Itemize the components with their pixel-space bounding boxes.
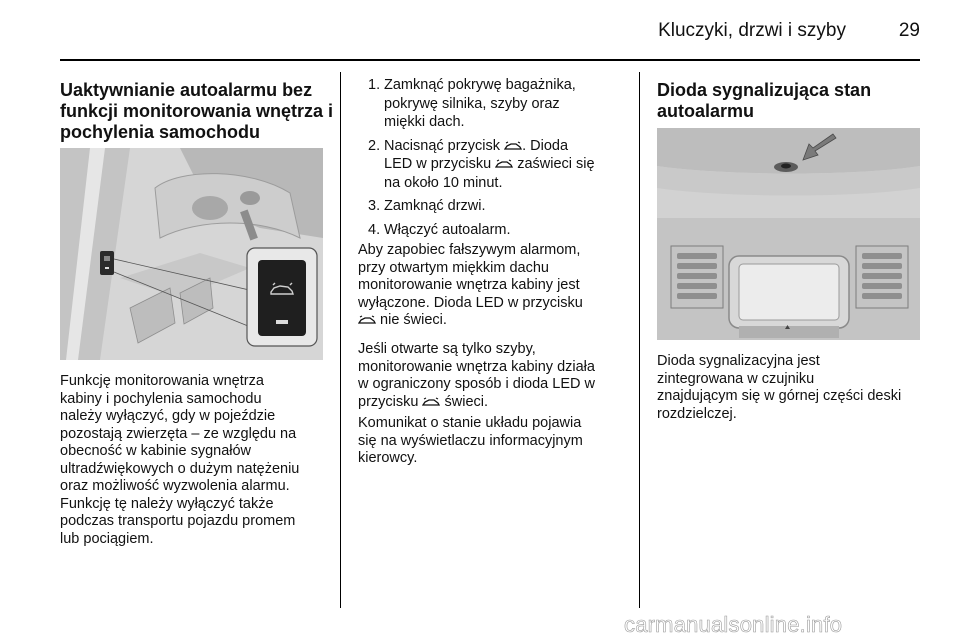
steps-list (358, 76, 628, 244)
header-rule (60, 59, 920, 61)
step-4 (358, 221, 628, 240)
col2-para3-text: Komunikat o stanie układu pojawia się na wyświetlaczu informacyjnym kierowcy. (358, 415, 583, 466)
page-number: 29 (898, 20, 920, 41)
col1-body-text: Funkcję monitorowania wnętrza kabiny i pochylenia samochodu należy wyłączyć, gdy w pojeździe pozostają zwierzęta – ze względu na obecność w kabinie sygnałów ultradźwiękowych o dużym natężeniu oraz możliwość wyzwolenia alarmu. Funkcję tę należy wyłączyć także podczas transportu pojazdu promem lub pociągiem. (60, 373, 300, 547)
col2-para-soft-top (358, 242, 636, 330)
col2-para-windows (358, 341, 636, 411)
step-2-text-b: . Dioda LED w przycisku (384, 137, 569, 172)
watermark: carmanualsonline.info (624, 612, 843, 637)
step-3-text: Zamknąć drzwi. (384, 198, 486, 214)
step-2-text-c: zaświeci się na około 10 minut. (384, 156, 595, 191)
step-4-text: Włączyć autoalarm. (384, 221, 511, 238)
section-heading-disable-monitoring: Uaktywnianie autoalarmu bez funkcji monitorowania wnętrza i pochylenia samochodu (60, 80, 334, 142)
dashboard-led-illustration (657, 128, 920, 340)
step-2-number: 2. (368, 137, 381, 154)
col2-para2-text-b: świeci. (440, 393, 489, 410)
step-1-text: Zamknąć pokrywę bagażnika, pokrywę silnika, szyby oraz miękki dach. (384, 77, 576, 130)
col3-body-text: Dioda sygnalizacyjna jest zintegrowana w czujniku znajdującym się w górnej części deski rozdzielczej. (657, 353, 902, 422)
col3-body (657, 353, 922, 423)
col2-para2-text-a: Jeśli otwarte są tylko szyby, monitorowanie wnętrza kabiny działa w ograniczony sposób i dioda LED w przycisku (358, 341, 595, 410)
step-3-number: 3. (368, 198, 381, 214)
col2-para1-text-b: nie świeci. (376, 312, 447, 328)
col1-body (60, 373, 335, 548)
dashboard-button-figure (60, 148, 323, 360)
step-1 (358, 76, 628, 132)
column-divider-2 (639, 72, 640, 608)
led-figure (657, 128, 920, 340)
step-2 (358, 137, 628, 193)
car-tilt-icon (358, 315, 376, 325)
col2-para1-text-a: Aby zapobiec fałszywym alarmom, przy otwartym miękkim dachu monitorowanie wnętrza kabiny jest wyłączone. Dioda LED w przycisku (358, 242, 583, 311)
car-tilt-icon (422, 397, 440, 407)
car-tilt-icon (495, 159, 513, 169)
dashboard-button-illustration (60, 148, 323, 360)
section-heading-led: Dioda sygnalizująca stan autoalarmu (657, 80, 872, 121)
step-4-number: 4. (368, 221, 381, 238)
running-header: Kluczyki, drzwi i szyby (658, 20, 846, 41)
step-3 (358, 197, 628, 216)
column-divider-1 (340, 72, 341, 608)
car-tilt-icon (504, 141, 522, 151)
col2-para-message (358, 415, 636, 468)
step-2-text-a: Nacisnąć przycisk (384, 137, 505, 154)
step-1-number: 1. (368, 77, 381, 93)
